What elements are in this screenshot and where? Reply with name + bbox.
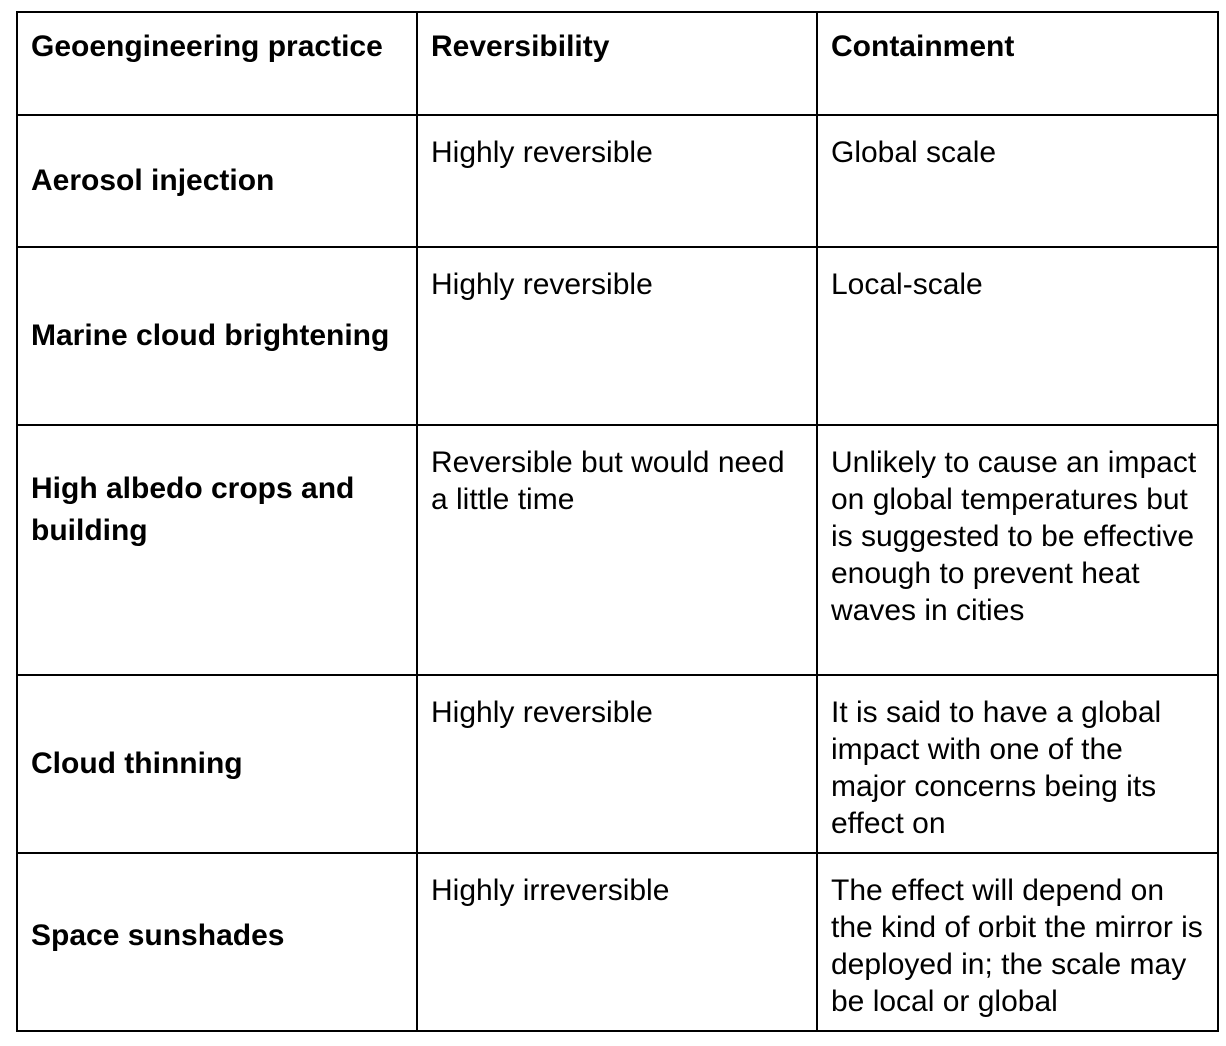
reversibility-cell: Highly reversible xyxy=(417,115,817,247)
containment-cell: Global scale xyxy=(817,115,1218,247)
containment-cell: The effect will depend on the kind of orbit the mirror is deployed in; the scale may be local or global xyxy=(817,853,1218,1031)
containment-cell: Unlikely to cause an impact on global temperatures but is suggested to be effective enough to prevent heat waves in cities xyxy=(817,425,1218,675)
geoengineering-table xyxy=(16,11,1219,1032)
header-containment: Containment xyxy=(817,12,1218,115)
header-practice: Geoengineering practice xyxy=(17,12,417,115)
table-row xyxy=(17,247,1218,425)
containment-cell: It is said to have a global impact with one of the major concerns being its effect on xyxy=(817,675,1218,853)
table-row xyxy=(17,425,1218,675)
containment-cell: Local-scale xyxy=(817,247,1218,425)
practice-cell: Marine cloud brightening xyxy=(17,247,417,425)
practice-cell: High albedo crops and building xyxy=(17,425,417,675)
table-row xyxy=(17,853,1218,1031)
practice-cell: Cloud thinning xyxy=(17,675,417,853)
reversibility-cell: Reversible but would need a little time xyxy=(417,425,817,675)
table-row xyxy=(17,115,1218,247)
table-row xyxy=(17,675,1218,853)
table-header-row xyxy=(17,12,1218,115)
reversibility-cell: Highly reversible xyxy=(417,675,817,853)
reversibility-cell: Highly reversible xyxy=(417,247,817,425)
reversibility-cell: Highly irreversible xyxy=(417,853,817,1031)
practice-cell: Aerosol injection xyxy=(17,115,417,247)
header-reversibility: Reversibility xyxy=(417,12,817,115)
practice-cell: Space sunshades xyxy=(17,853,417,1031)
